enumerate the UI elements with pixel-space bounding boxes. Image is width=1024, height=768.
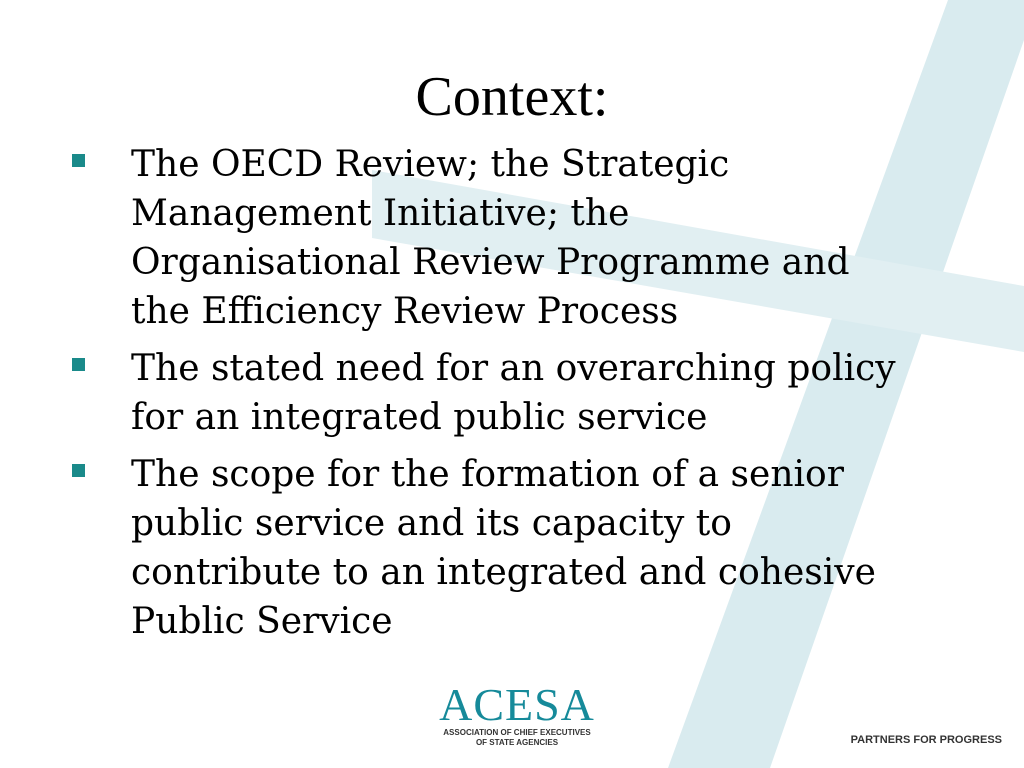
footer-tagline: PARTNERS FOR PROGRESS bbox=[850, 734, 1002, 746]
bullet-item bbox=[0, 140, 1024, 336]
logo-subtitle-line-2: OF STATE AGENCIES bbox=[475, 738, 559, 747]
logo-wordmark: ACESA bbox=[439, 679, 595, 730]
bullet-text: The stated need for an overarching policy for an integrated public service bbox=[131, 348, 896, 438]
bullet-text: The scope for the formation of a senior public service and its capacity to contribute to an integrated and cohesive Public Service bbox=[131, 454, 876, 642]
square-bullet-icon bbox=[72, 464, 85, 477]
bullet-text: The OECD Review; the Strategic Management Initiative; the Organisational Review Programme and the Efficiency Review Process bbox=[131, 144, 850, 332]
bullet-item bbox=[0, 344, 1024, 442]
bullet-item bbox=[0, 450, 1024, 646]
slide-title: Context: bbox=[415, 66, 609, 128]
acesa-logo bbox=[432, 679, 602, 752]
bullet-list bbox=[0, 140, 1024, 654]
logo-subtitle-line-1: ASSOCIATION OF CHIEF EXECUTIVES bbox=[443, 728, 591, 737]
square-bullet-icon bbox=[72, 358, 85, 371]
square-bullet-icon bbox=[72, 154, 85, 167]
